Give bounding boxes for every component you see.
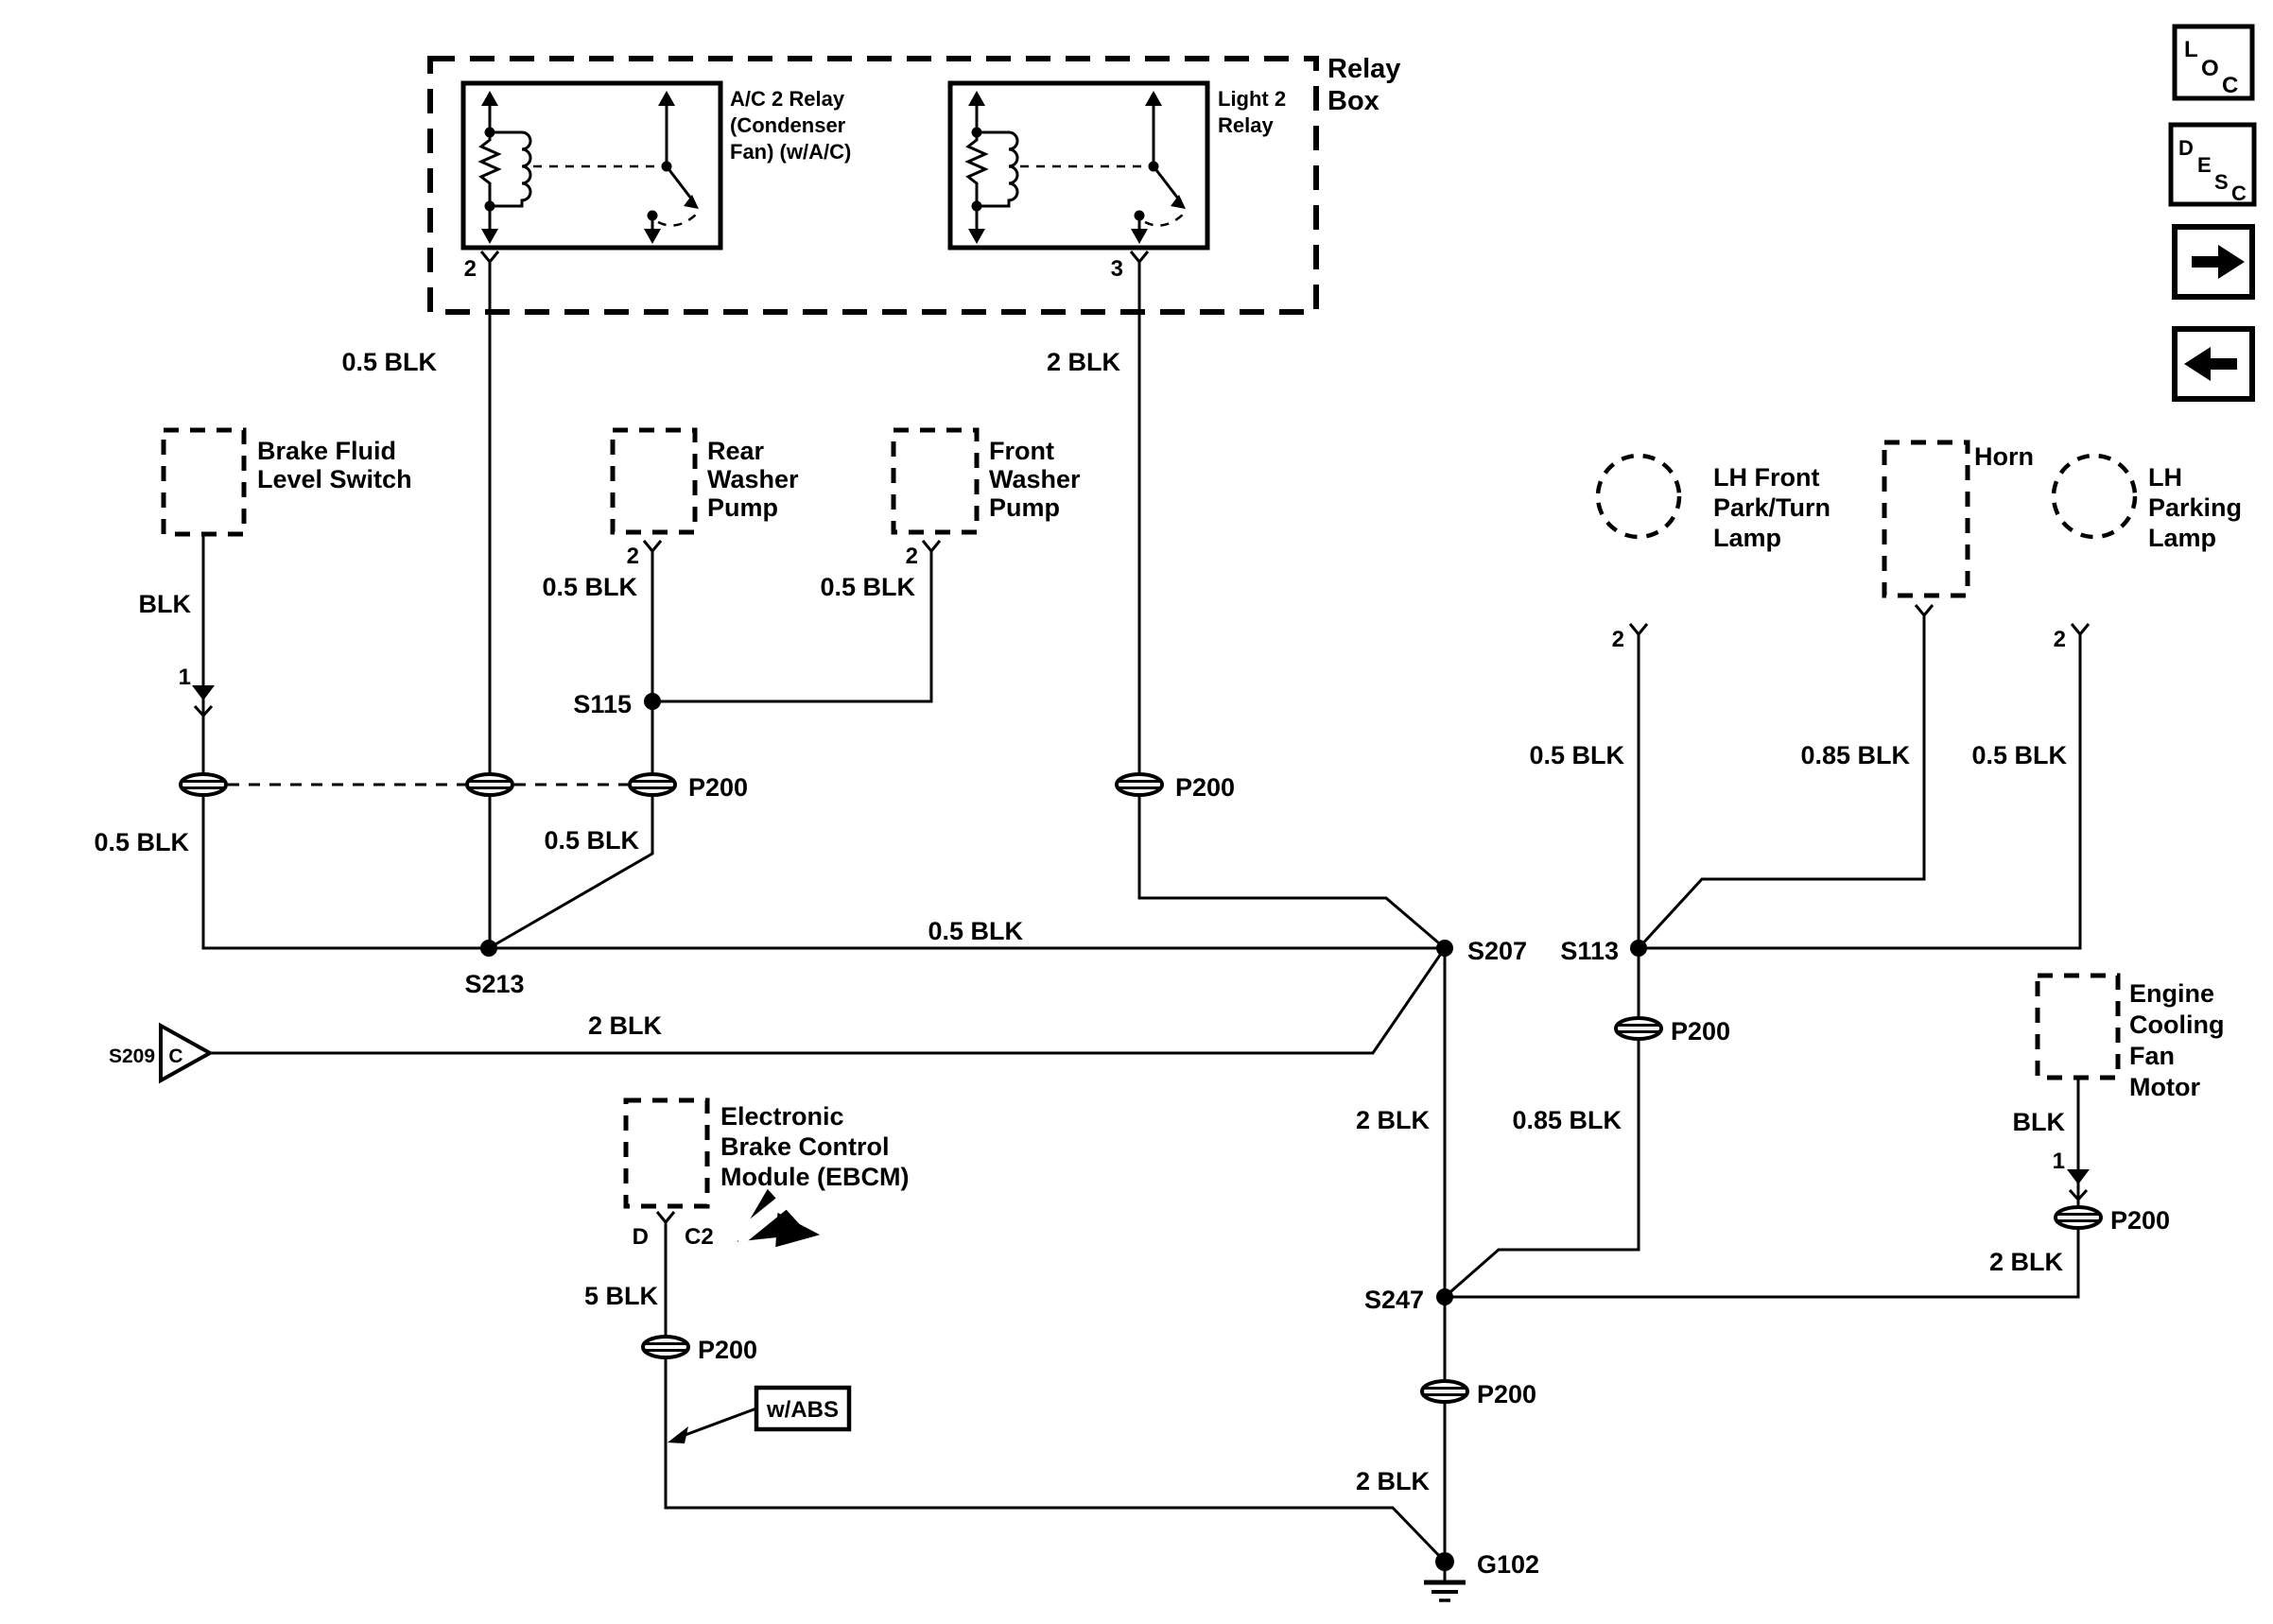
splice-label-s213: S213 [464, 970, 525, 998]
ebcm-pin-c2: C2 [685, 1224, 714, 1250]
p200-grommet [643, 1337, 688, 1357]
splice-dot-s113 [1630, 940, 1647, 957]
s209-offpage-reference [109, 1026, 210, 1080]
prev-page-button[interactable] [2175, 329, 2252, 399]
splice-label-s113: S113 [1560, 937, 1619, 965]
parking-lamp-label: Parking [2148, 493, 2243, 522]
light2-relay-label: Light 2 [1218, 87, 1287, 111]
engine-fan-label: Cooling [2129, 1011, 2225, 1039]
ebcm-label: Module (EBCM) [720, 1163, 910, 1191]
wire-gauge-label: 0.5 BLK [1529, 741, 1624, 769]
front-washer-pump-label: Front [989, 437, 1054, 465]
engine-fan-pin-number: 1 [2052, 1149, 2065, 1174]
park-turn-lamp-label: LH Front [1713, 463, 1820, 492]
light2-relay-pin-number: 3 [1110, 256, 1123, 282]
brake-fluid-level-switch [139, 430, 412, 716]
desc-letter: D [2178, 136, 2194, 160]
ac2-relay-label: Fan) (w/A/C) [730, 140, 852, 164]
wires [203, 262, 2080, 1562]
engine-fan-label: Fan [2129, 1042, 2176, 1070]
light2-relay-pin-connector [1131, 251, 1148, 262]
ac2-relay-symbol [463, 83, 720, 248]
esd-warning-icon [726, 1184, 821, 1252]
brake-fluid-switch-outline [164, 430, 244, 534]
light2-relay-label: Relay [1218, 113, 1274, 137]
splice-label-s209: S209 [108, 1045, 155, 1067]
p200-grommet [630, 774, 675, 795]
wire-gauge-label: 0.5 BLK [94, 828, 189, 856]
front-washer-pump-label: Pump [989, 493, 1061, 522]
wire-gauge-label: 0.5 BLK [820, 573, 915, 601]
front-washer-pin-connector [923, 541, 940, 551]
engine-fan-outline [2038, 976, 2118, 1078]
loc-letter: L [2184, 37, 2198, 62]
rear-washer-pump [542, 430, 799, 601]
front-washer-pump-outline [894, 430, 977, 532]
rear-washer-pump-label: Pump [707, 493, 779, 522]
wire-gauge-label: 0.5 BLK [542, 573, 637, 601]
p200-grommet-row [181, 773, 748, 802]
ac2-relay-pin-number: 2 [463, 256, 477, 282]
front-washer-pin-number: 2 [905, 544, 918, 569]
horn-label: Horn [1974, 442, 2034, 471]
p200-grommet [181, 774, 226, 795]
parking-lamp-pin-number: 2 [2053, 627, 2066, 652]
next-page-button[interactable] [2175, 227, 2252, 297]
splice-label-s207: S207 [1467, 937, 1528, 965]
loc-letter: O [2201, 56, 2219, 81]
rear-washer-pin-connector [644, 541, 661, 551]
ac2-relay-label: (Condenser [730, 113, 846, 137]
p200-grommet [1422, 1381, 1467, 1402]
parking-lamp-pin-connector [2072, 624, 2089, 634]
splice-dot-s213 [480, 940, 497, 957]
p200-grommet [1117, 774, 1162, 795]
abs-callout [668, 1388, 849, 1443]
lh-parking-lamp [1971, 456, 2242, 769]
park-turn-lamp-pin-connector [1630, 624, 1647, 634]
ebcm-pin-d: D [632, 1224, 649, 1250]
splice-dot-s207 [1436, 940, 1453, 957]
brake-fluid-switch-label: Level Switch [257, 465, 412, 493]
park-turn-lamp-label: Lamp [1713, 524, 1782, 552]
brake-fluid-switch-pin-number: 1 [178, 665, 191, 690]
ebcm-label: Electronic [720, 1102, 844, 1131]
wire-gauge-label: 0.5 BLK [341, 348, 437, 376]
wire-gauge-label: 0.5 BLK [928, 917, 1023, 945]
parking-lamp-label: Lamp [2148, 524, 2217, 552]
horn-pin-connector [1916, 605, 1933, 615]
wire-rear-washer-to-s213 [489, 551, 652, 948]
grommet-label-p200: P200 [698, 1336, 758, 1364]
light2-relay-symbol [950, 83, 1207, 248]
desc-letter: C [2231, 181, 2247, 205]
horn [1800, 442, 2034, 769]
ebcm [584, 1100, 909, 1364]
park-turn-lamp-label: Park/Turn [1713, 493, 1831, 522]
p200-grommet [2056, 1207, 2101, 1228]
wire-gauge-label: 0.85 BLK [1800, 741, 1910, 769]
desc-button[interactable] [2171, 125, 2254, 205]
engine-fan-label: Motor [2129, 1073, 2200, 1101]
p200-grommet [1616, 1018, 1661, 1039]
ebcm-pin-connector [657, 1212, 674, 1222]
loc-letter: C [2222, 73, 2239, 98]
splice-label-s115: S115 [573, 690, 632, 718]
wire-gauge-label: 0.85 BLK [1512, 1106, 1622, 1134]
wire-gauge-label: 2 BLK [1988, 1248, 2063, 1276]
ebcm-outline [626, 1100, 707, 1206]
grommet-label-p200: P200 [1477, 1380, 1537, 1408]
wire-gauge-label: 2 BLK [1355, 1106, 1430, 1134]
engine-cooling-fan-motor [1989, 976, 2225, 1276]
wire-gauge-label: 2 BLK [1355, 1467, 1430, 1495]
grommet-label-p200: P200 [688, 773, 749, 802]
engine-fan-label: Engine [2129, 979, 2215, 1008]
relay-box [430, 54, 1400, 312]
wire-gauge-label: 2 BLK [587, 1011, 662, 1040]
horn-outline [1884, 442, 1968, 596]
rear-washer-pump-label: Washer [707, 465, 799, 493]
desc-letter: E [2197, 153, 2212, 177]
p200-grommet [467, 774, 512, 795]
abs-callout-arrowhead [668, 1426, 688, 1443]
abs-tag-label: w/ABS [766, 1397, 840, 1423]
parking-lamp-label: LH [2148, 463, 2182, 492]
relay-box-title: Relay [1327, 54, 1401, 84]
front-washer-pump [820, 430, 1081, 601]
grommet-label-p200: P200 [2110, 1206, 2171, 1235]
lh-front-park-turn-lamp [1529, 456, 1831, 769]
ground-label-g102: G102 [1477, 1550, 1540, 1579]
esd-hand-triangle [772, 1208, 821, 1247]
desc-letter: S [2214, 170, 2229, 194]
grommet-label-p200: P200 [1671, 1017, 1731, 1045]
ac2-relay-label: A/C 2 Relay [730, 87, 845, 111]
relay-box-title: Box [1327, 86, 1379, 116]
splice-label-s247: S247 [1363, 1286, 1424, 1314]
abs-callout-leader [683, 1408, 756, 1436]
s209-pin-letter: C [168, 1045, 183, 1067]
wire-light-relay-ground [1139, 262, 1445, 948]
wire-horn-to-s113 [1639, 616, 1924, 948]
toolbar [2171, 26, 2254, 399]
wire-gauge-label: 0.5 BLK [1971, 741, 2067, 769]
wire-gauge-label: BLK [2012, 1108, 2065, 1136]
wire-gauge-label: 2 BLK [1046, 348, 1120, 376]
splice-dot-s115 [644, 693, 661, 710]
rear-washer-pump-outline [613, 430, 695, 532]
rear-washer-pin-number: 2 [626, 544, 639, 569]
splice-dot-s247 [1436, 1288, 1453, 1305]
front-washer-pump-label: Washer [989, 465, 1081, 493]
wire-gauge-label: 5 BLK [583, 1282, 658, 1310]
wire-s209-to-s207 [210, 948, 1445, 1053]
rear-washer-pump-label: Rear [707, 437, 765, 465]
ebcm-label: Brake Control [720, 1132, 890, 1161]
grommet-label-p200: P200 [1175, 773, 1236, 802]
wire-gauge-label: 0.5 BLK [544, 826, 639, 855]
loc-button[interactable] [2175, 26, 2252, 98]
g102-ground [1424, 1550, 1539, 1600]
wire-parking-lamp-to-s113 [1639, 634, 2080, 948]
park-turn-lamp-pin-number: 2 [1611, 627, 1624, 652]
ac2-relay-pin-connector [481, 251, 498, 262]
parking-lamp-outline [2054, 456, 2135, 537]
park-turn-lamp-outline [1598, 456, 1679, 537]
brake-fluid-switch-label: Brake Fluid [257, 437, 397, 465]
wire-gauge-label: BLK [138, 590, 191, 618]
